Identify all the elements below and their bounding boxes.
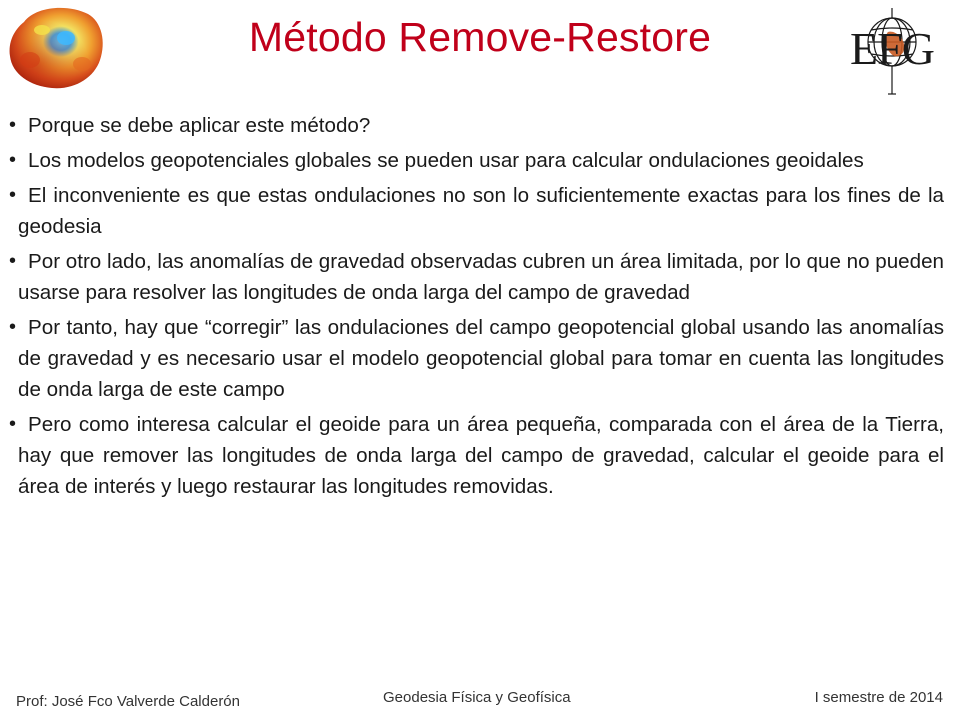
bullet-item-5: • Por tanto, hay que “corregir” las ondulaciones del campo geopotencial global usando las anomalías de gravedad y es necesario usar el modelo geopotencial global para tomar en cuenta las longitudes de onda larga de este campo: [18, 312, 944, 405]
bullet-item-4: • Por otro lado, las anomalías de gravedad observadas cubren un área limitada, por lo que no pueden usarse para resolver las longitudes de onda larga del campo de gravedad: [18, 246, 944, 308]
bullet-list: [18, 110, 944, 506]
bullet-item-2: • Los modelos geopotenciales globales se pueden usar para calcular ondulaciones geoidales: [18, 145, 944, 176]
bullet-item-3: • El inconveniente es que estas ondulaciones no son lo suficientemente exactas para los fines de la geodesia: [18, 180, 944, 242]
bullet-item-6: • Pero como interesa calcular el geoide para un área pequeña, comparada con el área de la Tierra, hay que remover las longitudes de onda larga del campo de gravedad, calcular el geoide para el área de interés y luego restaurar las longitudes removidas.: [18, 409, 944, 502]
bullet-item-1: • Porque se debe aplicar este método?: [18, 110, 944, 141]
footer-author: Prof: José Fco Valverde Calderón: [16, 693, 240, 710]
footer-semester: I semestre de 2014: [814, 689, 943, 706]
efg-logo-text: EFG: [850, 23, 934, 74]
efg-logo-icon: [828, 2, 956, 100]
footer-course: Geodesia Física y Geofísica: [383, 689, 571, 706]
slide-title: Método Remove-Restore: [248, 14, 712, 60]
